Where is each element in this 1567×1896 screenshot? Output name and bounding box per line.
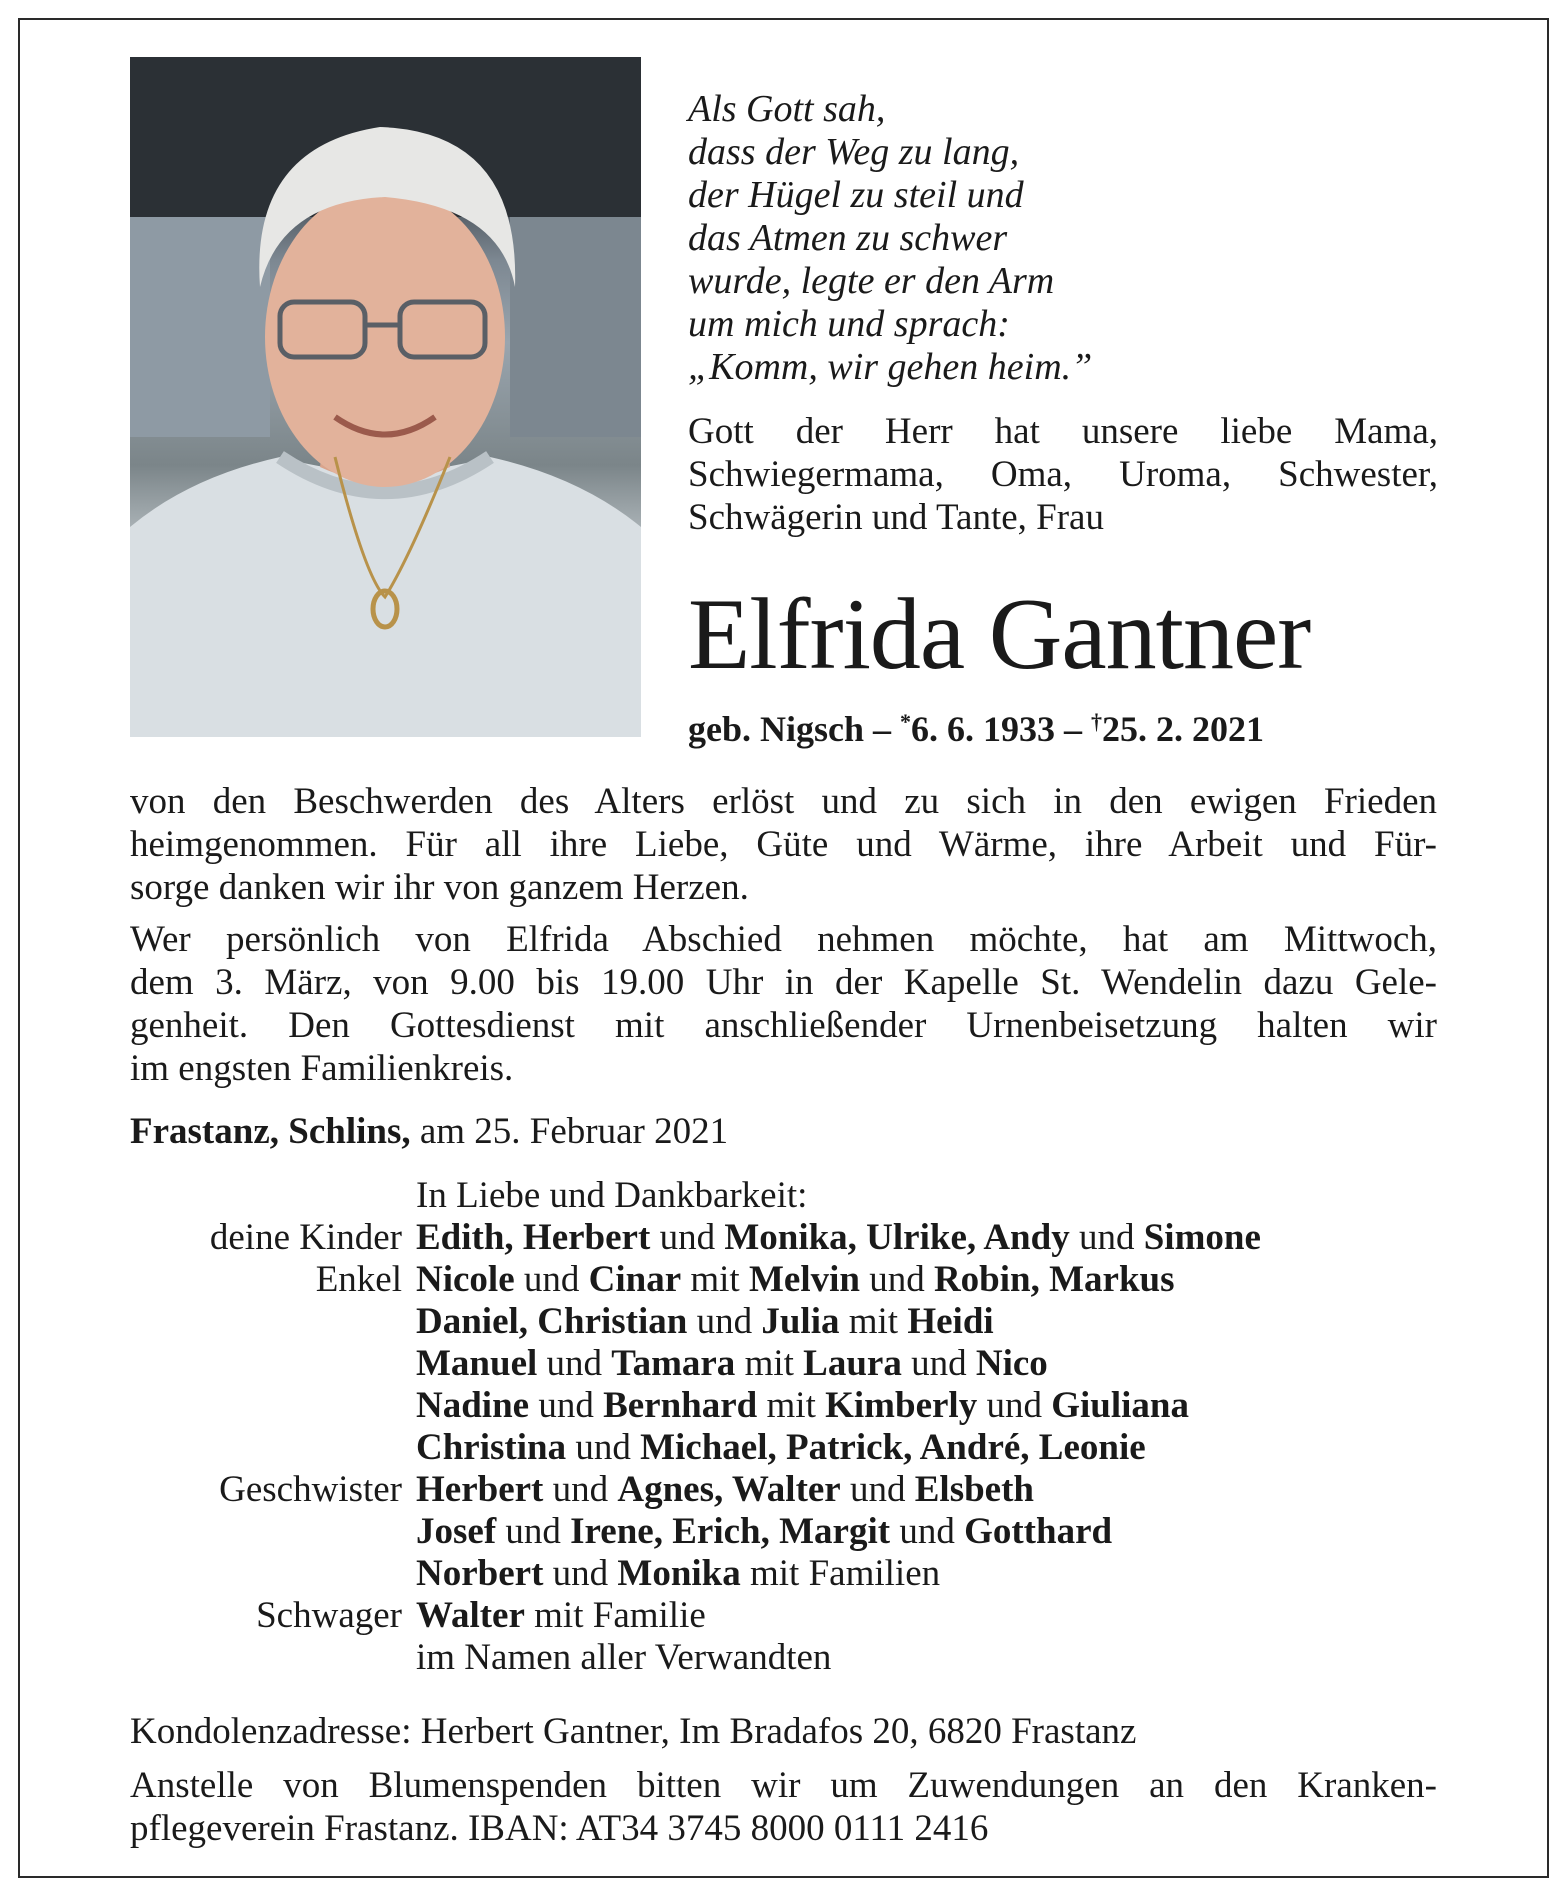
family-row — [130, 1385, 1261, 1427]
death-symbol: † — [1091, 709, 1103, 734]
connector: und — [696, 1301, 753, 1342]
separator: – — [873, 709, 892, 749]
poem-line: „Komm, wir gehen heim.” — [688, 346, 1093, 388]
donation-note — [130, 1764, 1437, 1850]
maiden-name: geb. Nigsch — [688, 709, 865, 749]
family-row — [130, 1511, 1261, 1553]
names: Tamara — [611, 1343, 736, 1384]
names: Simone — [1143, 1217, 1261, 1258]
family-label: deine Kinder — [209, 1217, 402, 1258]
names: Michael, Patrick, André, Leonie — [640, 1427, 1146, 1468]
connector: und — [552, 1553, 609, 1594]
connector: und — [552, 1469, 609, 1510]
names: Monika — [617, 1553, 741, 1594]
family-row — [130, 1301, 1261, 1343]
text-line: Kondolenzadresse: Herbert Gantner, Im Bradafos 20, 6820 Frastanz — [130, 1711, 1137, 1752]
names: Edith, Herbert — [416, 1217, 651, 1258]
family-label: Geschwister — [219, 1469, 402, 1510]
intro-line: Schwiegermama, Oma, Uroma, Schwester, — [688, 454, 1438, 495]
poem-line: der Hügel zu steil und — [688, 174, 1024, 216]
names: Bernhard — [603, 1385, 758, 1426]
intro-line: Gott der Herr hat unsere liebe Mama, — [688, 411, 1438, 452]
text-line: im engsten Familienkreis. — [130, 1048, 514, 1089]
connector: und — [911, 1343, 967, 1384]
names: Nico — [975, 1343, 1048, 1384]
names: Melvin — [748, 1259, 860, 1300]
names: Cinar — [588, 1259, 682, 1300]
paragraph-1 — [130, 780, 1437, 909]
names: Christina — [416, 1427, 567, 1468]
poem-line: dass der Weg zu lang, — [688, 131, 1020, 173]
family-row — [130, 1175, 1261, 1217]
names: Laura — [803, 1343, 902, 1384]
names: Gotthard — [964, 1511, 1113, 1552]
names: Walter — [416, 1595, 525, 1636]
deceased-name: Elfrida Gantner — [688, 578, 1311, 691]
names: Elsbeth — [914, 1469, 1034, 1510]
separator: – — [1064, 709, 1083, 749]
family-row — [130, 1343, 1261, 1385]
text-line: dem 3. März, von 9.00 bis 19.00 Uhr in der Kapelle St. Wendelin dazu Gele- — [130, 962, 1437, 1003]
names: Kimberly — [825, 1385, 978, 1426]
intro-text — [688, 410, 1438, 539]
text-line: pflegeverein Frastanz. IBAN: AT34 3745 8000 0111 2416 — [130, 1808, 989, 1849]
family-heading: In Liebe und Dankbarkeit: — [416, 1175, 808, 1216]
place: Frastanz, Schlins, — [130, 1111, 411, 1152]
poem-line: um mich und sprach: — [688, 303, 1010, 345]
connector: mit Familien — [750, 1553, 941, 1594]
names: Monika, Ulrike, Andy — [724, 1217, 1070, 1258]
condolence-address — [130, 1710, 1437, 1753]
connector: und — [575, 1427, 631, 1468]
death-date: 25. 2. 2021 — [1102, 709, 1265, 749]
family-list — [130, 1175, 1261, 1679]
connector: und — [869, 1259, 925, 1300]
text-line: Wer persönlich von Elfrida Abschied nehmen möchte, hat am Mittwoch, — [130, 919, 1437, 960]
intro-line: Schwägerin und Tante, Frau — [688, 497, 1104, 538]
names: Manuel — [416, 1343, 538, 1384]
connector: und — [523, 1259, 580, 1300]
text-line: heimgenommen. Für all ihre Liebe, Güte und Wärme, ihre Arbeit und Für- — [130, 824, 1437, 865]
names: Norbert — [416, 1553, 544, 1594]
family-row — [130, 1637, 1261, 1679]
portrait-photo — [130, 57, 641, 737]
names: Agnes, Walter — [617, 1469, 841, 1510]
connector: und — [505, 1511, 561, 1552]
birth-date: 6. 6. 1933 — [911, 709, 1056, 749]
family-closing: im Namen aller Verwandten — [416, 1637, 832, 1678]
names: Daniel, Christian — [416, 1301, 688, 1342]
family-row-enkel — [130, 1259, 1261, 1301]
connector: mit — [744, 1343, 794, 1384]
connector: mit — [766, 1385, 816, 1426]
life-dates — [688, 700, 1264, 751]
connector: und — [538, 1385, 594, 1426]
family-row — [130, 1553, 1261, 1595]
place-date — [130, 1110, 728, 1153]
date: am 25. Februar 2021 — [419, 1111, 729, 1152]
names: Julia — [761, 1301, 840, 1342]
connector: und — [986, 1385, 1042, 1426]
family-label: Schwager — [256, 1595, 402, 1636]
names: Giuliana — [1051, 1385, 1189, 1426]
connector: mit — [690, 1259, 740, 1300]
text-line: sorge danken wir ihr von ganzem Herzen. — [130, 867, 749, 908]
birth-symbol: * — [900, 709, 912, 734]
family-row-kinder — [130, 1217, 1261, 1259]
names: Heidi — [907, 1301, 994, 1342]
family-row — [130, 1427, 1261, 1469]
text-line: von den Beschwerden des Alters erlöst und zu sich in den ewigen Frieden — [130, 781, 1437, 822]
connector: und — [849, 1469, 906, 1510]
family-label: Enkel — [315, 1259, 402, 1300]
names: Robin, Markus — [933, 1259, 1175, 1300]
poem-line: Als Gott sah, — [688, 88, 886, 130]
names: Irene, Erich, Margit — [570, 1511, 891, 1552]
family-row-schwager — [130, 1595, 1261, 1637]
names: Nadine — [416, 1385, 530, 1426]
poem — [688, 88, 1092, 389]
connector: und — [659, 1217, 716, 1258]
poem-line: das Atmen zu schwer — [688, 217, 1008, 259]
text-line: Anstelle von Blumenspenden bitten wir um Zuwendungen an den Kranken- — [130, 1765, 1437, 1806]
names: Josef — [416, 1511, 497, 1552]
names: Nicole — [416, 1259, 515, 1300]
connector: und — [1078, 1217, 1135, 1258]
paragraph-2 — [130, 918, 1437, 1090]
text-line: genheit. Den Gottesdienst mit anschließender Urnenbeisetzung halten wir — [130, 1005, 1437, 1046]
connector: mit — [848, 1301, 899, 1342]
connector: und — [546, 1343, 603, 1384]
names: Herbert — [416, 1469, 544, 1510]
connector: und — [899, 1511, 955, 1552]
portrait-illustration — [130, 57, 641, 737]
poem-line: wurde, legte er den Arm — [688, 260, 1055, 302]
connector: mit Familie — [534, 1595, 706, 1636]
family-row-geschwister — [130, 1469, 1261, 1511]
